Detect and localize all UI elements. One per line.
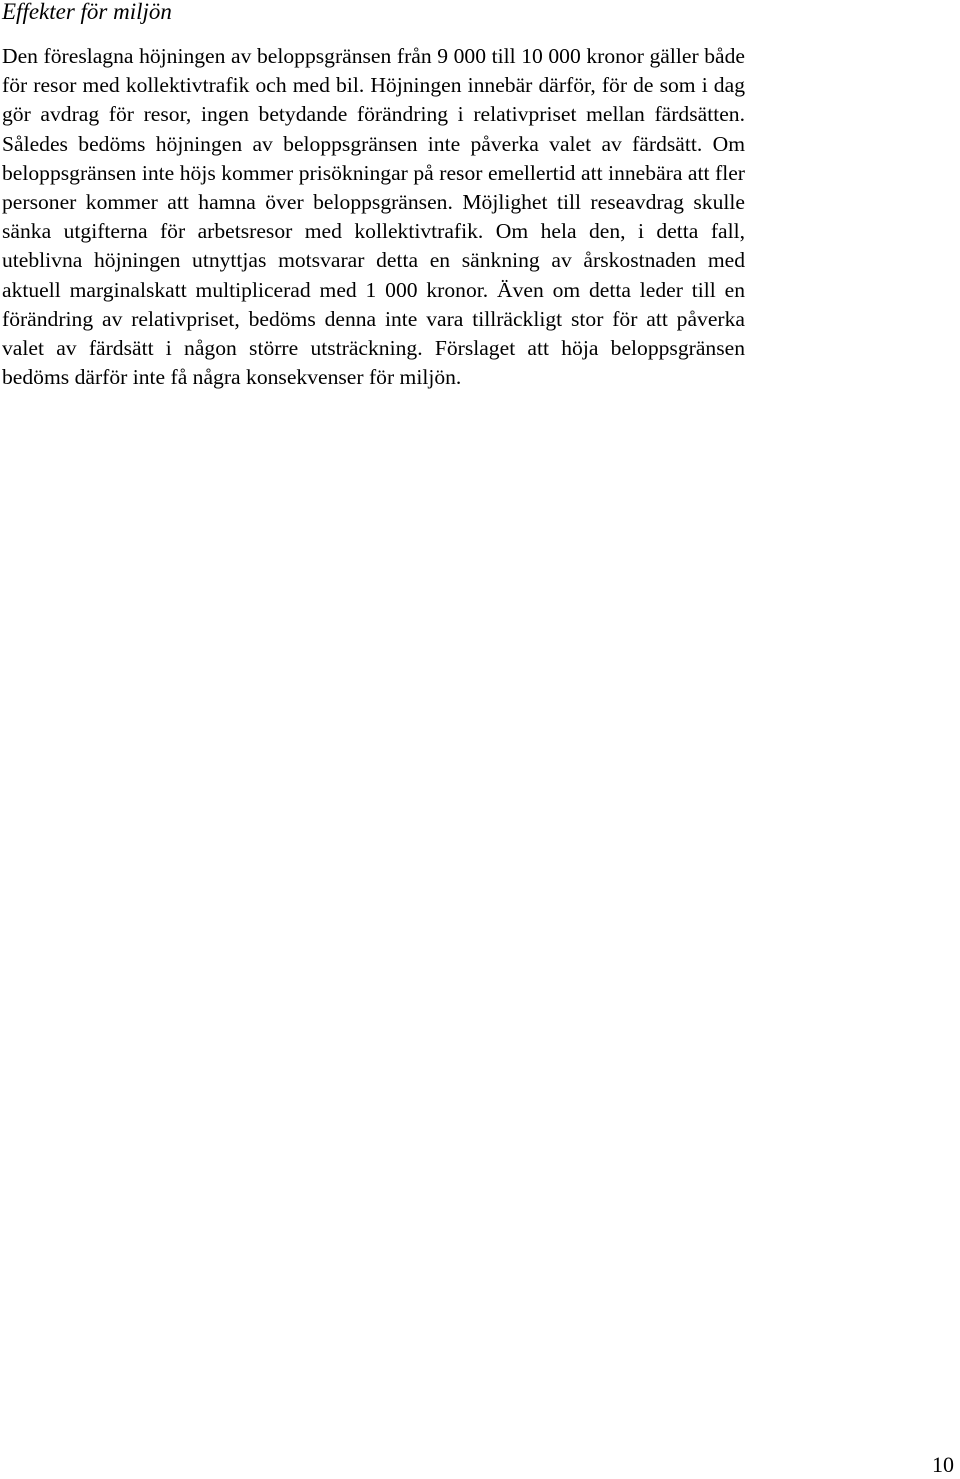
page-number: 10 (932, 1452, 954, 1477)
body-paragraph: Den föreslagna höjningen av beloppsgränsen från 9 000 till 10 000 kronor gäller både för resor med kollektivtrafik och med bil. Höjningen innebär därför, för de som i dag gör avdrag för resor, ingen betydande förändring i relativpriset mellan färdsätten. Således bedöms höjningen av beloppsgränsen inte påverka valet av färdsätt. Om beloppsgränsen inte höjs kommer prisökningar på resor emellertid att innebära att fler personer kommer att hamna över beloppsgränsen. Möjlighet till reseavdrag skulle sänka utgifterna för arbetsresor med kollektivtrafik. Om hela den, i detta fall, uteblivna höjningen utnyttjas motsvarar detta en sänkning av årskostnaden med aktuell marginalskatt multiplicerad med 1 000 kronor. Även om detta leder till en förändring av relativpriset, bedöms denna inte vara tillräckligt stor för att påverka valet av färdsätt i någon större utsträckning. Förslaget att höja beloppsgränsen bedöms därför inte få några konsekvenser för miljön. (2, 44, 745, 390)
section-heading: Effekter för miljön (2, 0, 172, 24)
